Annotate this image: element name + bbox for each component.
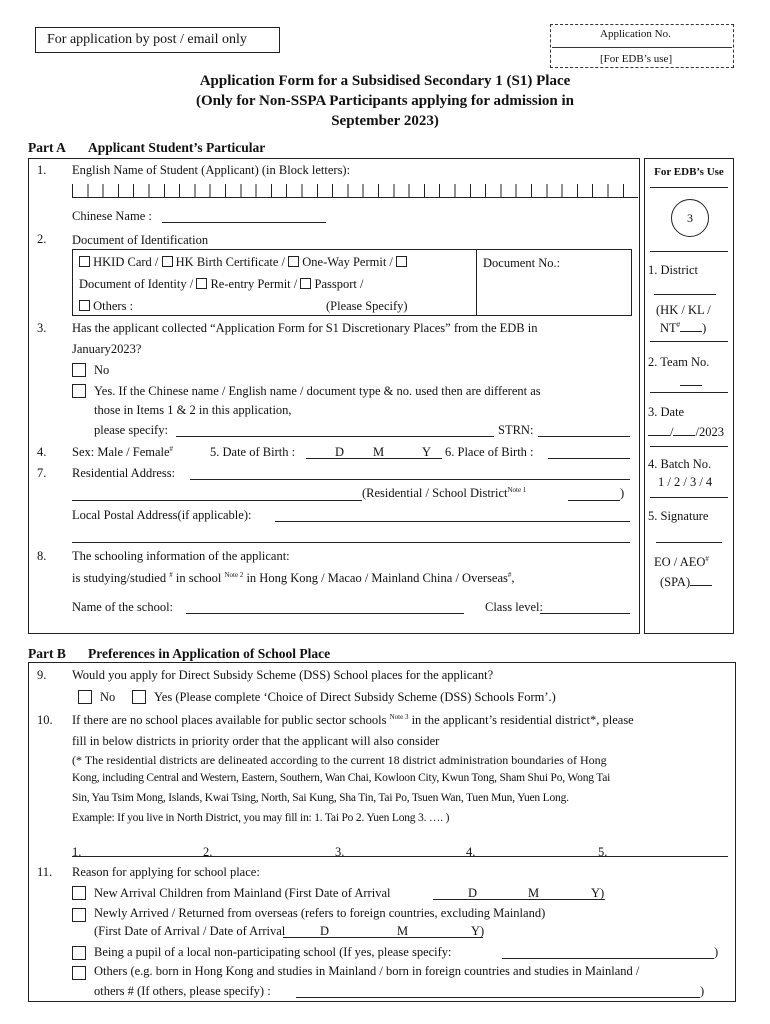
class-level-label: Class level: — [485, 600, 543, 614]
edb-date-year: /2023 — [695, 425, 724, 439]
edb-spa — [660, 574, 712, 590]
note1-sup: Note 1 — [507, 486, 527, 494]
residential-address-field-1[interactable] — [190, 465, 630, 480]
q9-number: 9. — [37, 668, 47, 682]
edb-nt-text: NT — [660, 321, 677, 335]
postal-address-label: Local Postal Address(if applicable): — [72, 508, 252, 522]
res-district-label — [362, 486, 526, 501]
q8-number: 8. — [37, 549, 47, 563]
note2-sup: Note 2 — [224, 571, 244, 579]
document-divider — [476, 249, 477, 316]
q8-comma: , — [511, 571, 515, 585]
reason-2-close: ) — [480, 924, 485, 938]
edb-date-month[interactable] — [673, 424, 695, 436]
sex-label — [72, 445, 173, 460]
strn-label: STRN: — [498, 423, 534, 437]
q9-no-checkbox[interactable] — [78, 690, 92, 704]
birth-cert-checkbox[interactable] — [162, 256, 173, 267]
form-title-line2: (Only for Non-SSPA Participants applying for admission in — [196, 93, 574, 109]
reason-2-y: Y — [471, 924, 481, 938]
q10-text-3: (* The residential districts are delineated according to the current 18 district administration boundaries of Hong — [72, 753, 607, 767]
q3-text-1: Has the applicant collected “Application Form for S1 Discretionary Places” from the EDB in — [72, 321, 538, 335]
edb-title-divider — [650, 187, 728, 188]
q4-number: 4. — [37, 445, 47, 459]
q8-hash-2: # — [507, 571, 512, 579]
q2-number: 2. — [37, 232, 47, 246]
part-a-title: Applicant Student’s Particular — [88, 140, 266, 155]
reason-1-checkbox[interactable] — [72, 886, 86, 900]
sex-hash: # — [169, 445, 174, 453]
edb-signature-field[interactable] — [656, 530, 722, 543]
edb-batch-options: 1 / 2 / 3 / 4 — [658, 475, 713, 489]
district-choice-1[interactable]: 1. — [72, 845, 82, 859]
hkid-checkbox[interactable] — [79, 256, 90, 267]
school-name-label: Name of the school: — [72, 600, 174, 614]
form-title-line3: September 2023) — [331, 113, 439, 129]
district-choice-2[interactable]: 2. — [203, 845, 213, 859]
strn-field[interactable] — [538, 422, 630, 437]
reason-2-d: D — [320, 924, 330, 938]
q10-example: Example: If you live in North District, you may fill in: 1. Tai Po 2. Yuen Long 3. …. ) — [72, 812, 450, 824]
q9-yes-checkbox[interactable] — [132, 690, 146, 704]
one-way-permit-label: One-Way Permit / — [302, 255, 393, 269]
chinese-name-label: Chinese Name : — [72, 209, 152, 223]
res-district-close: ) — [620, 486, 625, 500]
hkid-label: HKID Card / — [93, 255, 159, 269]
postal-address-field-2[interactable] — [72, 528, 630, 543]
q3-no-checkbox[interactable] — [72, 363, 86, 377]
reason-4-field[interactable] — [296, 983, 700, 998]
reason-4-label-2: others # (If others, please specify) : — [94, 984, 271, 998]
reason-2-m: M — [397, 924, 409, 938]
doc-identity-label: Document of Identity / — [79, 277, 194, 291]
q11-number: 11. — [37, 865, 53, 879]
reason-1-m: M — [528, 886, 540, 900]
edb-signature-label: 5. Signature — [648, 509, 709, 523]
q3-yes-checkbox[interactable] — [72, 384, 86, 398]
edb-district-divider — [650, 341, 728, 342]
q9-yes-label: Yes (Please complete ‘Choice of Direct Subsidy Scheme (DSS) Schools Form’.) — [154, 690, 556, 704]
res-district-field[interactable] — [568, 486, 620, 501]
q10-text-5: Sin, Yau Tsim Mong, Islands, Kwai Tsing, North, Sai Kung, Sha Tin, Tai Po, Tsuen Wan, Tuen Mun, Yuen Long. — [72, 792, 569, 804]
q11-label: Reason for applying for school place: — [72, 865, 260, 879]
post-email-label: For application by post / email only — [47, 32, 247, 47]
reason-1-y: Y — [591, 886, 601, 900]
edb-district-options: (HK / KL / — [656, 303, 711, 317]
residential-address-label: Residential Address: — [72, 466, 176, 480]
reason-2-label-2: (First Date of Arrival / Date of Arrival — [94, 924, 286, 938]
reason-3-field[interactable] — [502, 944, 714, 959]
residential-address-field-2[interactable] — [72, 486, 362, 501]
edb-district-field[interactable] — [654, 282, 716, 295]
edb-team-field[interactable] — [680, 374, 702, 386]
edb-nt — [660, 320, 706, 336]
q3-specify-field[interactable] — [176, 422, 494, 437]
doc-row-2 — [79, 277, 363, 292]
q10-text-4: Kong, including Central and Western, Eastern, Southern, Wan Chai, Kowloon City, Kwun Tong, Sham Shui Po, Wong Tai — [72, 772, 611, 784]
doc-specify-label: (Please Specify) — [326, 299, 408, 313]
place-of-birth-label: 6. Place of Birth : — [445, 445, 534, 459]
edb-eo-text: EO / AEO — [654, 555, 706, 569]
q1-number: 1. — [37, 163, 47, 177]
q3-specify-label: please specify: — [94, 423, 168, 437]
q7-number: 7. — [37, 466, 47, 480]
edb-nt-close: ) — [702, 321, 707, 335]
doc-identity-checkbox[interactable] — [396, 256, 407, 267]
q3-number: 3. — [37, 321, 47, 335]
reason-1-close: ) — [600, 886, 605, 900]
others-doc-label: Others : — [93, 299, 134, 313]
district-choice-line — [72, 843, 728, 857]
q9-text: Would you apply for Direct Subsidy Scheme (DSS) School places for the applicant? — [72, 668, 494, 682]
edb-team-divider — [650, 392, 728, 393]
q8-hash: # — [169, 571, 173, 579]
edb-nt-hash: # — [676, 321, 681, 329]
doc-row-1 — [79, 255, 407, 270]
form-title-line1: Application Form for a Subsidised Secondary 1 (S1) Place — [199, 73, 571, 89]
application-no-label: Application No. — [600, 28, 671, 40]
note3-sup: Note 3 — [389, 713, 409, 721]
part-b-title: Preferences in Application of School Place — [88, 646, 331, 661]
dob-label: 5. Date of Birth : — [210, 445, 296, 459]
edb-spa-field[interactable] — [690, 574, 712, 586]
reason-3-close: ) — [714, 945, 719, 959]
q3-text-2: January2023? — [72, 342, 142, 356]
reason-3-checkbox[interactable] — [72, 946, 86, 960]
reason-4-checkbox[interactable] — [72, 966, 86, 980]
edb-nt-field[interactable] — [680, 320, 702, 332]
reason-1-date-field[interactable] — [433, 885, 605, 900]
postal-address-field-1[interactable] — [275, 507, 630, 522]
q3-yes-label: Yes. If the Chinese name / English name / document type & no. used then are different as — [94, 384, 541, 398]
edb-eo — [654, 555, 709, 570]
sex-text: Sex: Male / Female — [72, 445, 170, 459]
q10-text-1 — [72, 713, 634, 728]
part-b-label: Part B — [28, 646, 66, 661]
edb-eo-hash: # — [705, 555, 709, 563]
class-level-field[interactable] — [540, 599, 630, 614]
q8-studying: is studying/studied — [72, 571, 167, 585]
edb-date-day[interactable] — [648, 424, 670, 436]
school-name-field[interactable] — [186, 599, 464, 614]
edb-team-label: 2. Team No. — [648, 355, 710, 369]
reason-4-close: ) — [700, 984, 705, 998]
q8-text-2 — [72, 571, 515, 586]
dob-d: D — [335, 445, 345, 459]
reason-2-date-field[interactable] — [283, 923, 483, 938]
edb-batch-label: 4. Batch No. — [648, 457, 712, 471]
passport-checkbox[interactable] — [300, 278, 311, 289]
document-no-label: Document No.: — [483, 256, 561, 270]
english-name-boxes[interactable] — [72, 184, 638, 198]
edb-panel-title: For EDB’s Use — [654, 166, 724, 178]
edb-date-divider — [650, 446, 728, 447]
q10-number: 10. — [37, 713, 53, 727]
reason-1-d: D — [468, 886, 478, 900]
others-doc-checkbox[interactable] — [79, 300, 90, 311]
place-of-birth-field[interactable] — [548, 444, 630, 459]
q3-no-label: No — [94, 363, 110, 377]
reason-2-label-1: Newly Arrived / Returned from overseas (refers to foreign countries, excluding Mainland) — [94, 906, 546, 920]
reentry-permit-label: Re-entry Permit / — [210, 277, 298, 291]
edb-spa-text: (SPA) — [660, 575, 691, 589]
edb-circle-number: 3 — [687, 211, 693, 225]
q9-no-label: No — [100, 690, 116, 704]
reason-3-label: Being a pupil of a local non-participating school (If yes, please specify: — [94, 945, 452, 959]
edb-district-label: 1. District — [648, 263, 698, 277]
district-choice-5[interactable]: 5. — [598, 845, 608, 859]
chinese-name-field[interactable] — [162, 208, 326, 223]
edb-circle-divider — [650, 251, 728, 252]
edb-batch-divider — [650, 497, 728, 498]
edb-use-label: [For EDB’s use] — [600, 53, 673, 65]
res-district-text: (Residential / School District — [362, 486, 508, 500]
q1-label: English Name of Student (Applicant) (in Block letters): — [72, 163, 351, 177]
edb-date-row: / /2023 — [648, 424, 724, 440]
reentry-permit-checkbox[interactable] — [196, 278, 207, 289]
q8-text-1: The schooling information of the applicant: — [72, 549, 290, 563]
q3-yes-label-2: those in Items 1 & 2 in this application, — [94, 403, 292, 417]
reason-2-checkbox[interactable] — [72, 908, 86, 922]
q10-text-1a: If there are no school places available for public sector schools — [72, 713, 387, 727]
application-no-field[interactable] — [552, 47, 732, 48]
q8-in-school: in school — [175, 571, 222, 585]
passport-label: Passport / — [314, 277, 364, 291]
q10-text-1b: in the applicant’s residential district*, please — [411, 713, 634, 727]
q10-text-2: fill in below districts in priority order that the applicant will also consider — [72, 734, 440, 748]
doc-row-3 — [79, 299, 133, 314]
district-choice-4[interactable]: 4. — [466, 845, 476, 859]
edb-date-label: 3. Date — [648, 405, 685, 419]
reason-1-label: New Arrival Children from Mainland (First Date of Arrival — [94, 886, 391, 900]
dob-y: Y — [422, 445, 432, 459]
dob-m: M — [373, 445, 385, 459]
one-way-permit-checkbox[interactable] — [288, 256, 299, 267]
q8-regions: in Hong Kong / Macao / Mainland China / Overseas — [246, 571, 508, 585]
part-a-label: Part A — [28, 140, 66, 155]
district-choice-3[interactable]: 3. — [335, 845, 345, 859]
reason-4-label-1: Others (e.g. born in Hong Kong and studies in Mainland / born in foreign countries and studies in Mainland / — [94, 964, 640, 978]
birth-cert-label: HK Birth Certificate / — [175, 255, 285, 269]
q2-label: Document of Identification — [72, 233, 209, 247]
